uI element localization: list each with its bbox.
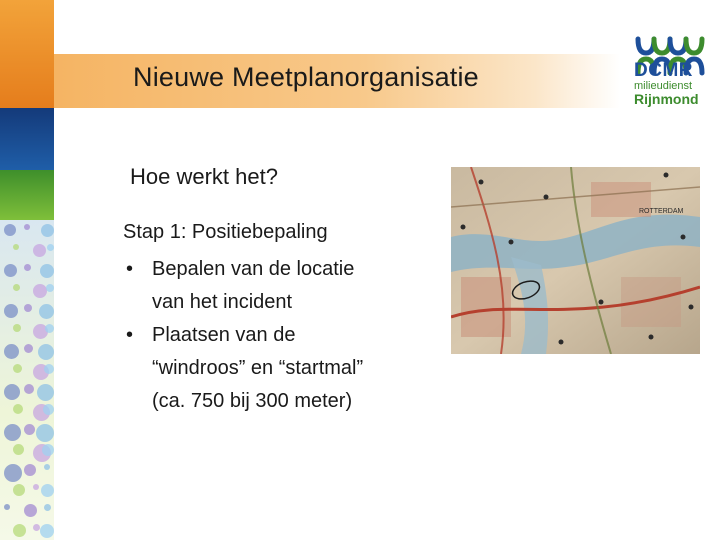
logo-dcmr-text: DCMR (634, 60, 693, 81)
pattern-dot (33, 284, 47, 298)
pattern-dot (38, 344, 54, 360)
pattern-dot (44, 504, 51, 511)
pattern-dot (13, 284, 20, 291)
bullet-item (123, 253, 452, 319)
pattern-dot (24, 264, 31, 271)
map-photo (451, 167, 700, 354)
pattern-dot (4, 344, 19, 359)
pattern-dot (47, 244, 54, 251)
pattern-dot (13, 524, 26, 537)
pattern-dot (24, 224, 30, 230)
pattern-dot (4, 464, 22, 482)
logo-milieudienst-text: milieudienst (634, 80, 693, 92)
pattern-dot (43, 404, 54, 415)
pattern-dot (13, 324, 21, 332)
pattern-dot (40, 524, 54, 538)
bullet-line: Bepalen van de locatie (152, 258, 355, 280)
bullet-line: “windroos” en “startmal” (152, 357, 364, 379)
pattern-dot (4, 384, 20, 400)
pattern-dot (44, 364, 54, 374)
strip-blue-block (0, 108, 54, 170)
bullet-glyph: • (126, 258, 134, 280)
pattern-dot (4, 264, 17, 277)
pattern-dot (36, 424, 54, 442)
slide-title: Nieuwe Meetplanorganisatie (133, 62, 479, 92)
pattern-dot (44, 464, 50, 470)
pattern-dot (42, 444, 54, 456)
pattern-dot (33, 524, 40, 531)
bullet-line: (ca. 750 bij 300 meter) (152, 390, 353, 412)
pattern-dot (24, 304, 32, 312)
pattern-dot (13, 244, 19, 250)
left-decorative-strip (0, 0, 54, 540)
pattern-dot (46, 284, 54, 292)
pattern-dot (4, 504, 10, 510)
pattern-dot (13, 444, 24, 455)
pattern-dot (24, 424, 35, 435)
pattern-dot (13, 364, 22, 373)
bullet-line: van het incident (152, 291, 293, 313)
pattern-dot (13, 484, 25, 496)
strip-orange-block (0, 0, 54, 108)
bullet-item (123, 319, 452, 418)
pattern-dot (24, 504, 37, 517)
pattern-dot (4, 224, 16, 236)
pattern-dot (41, 224, 54, 237)
pattern-dot (13, 404, 23, 414)
pattern-dot (41, 484, 54, 497)
strip-dot-pattern (0, 220, 54, 540)
map-city-label: ROTTERDAM (639, 208, 684, 215)
strip-green-block (0, 170, 54, 220)
bullet-list (123, 253, 452, 418)
pattern-dot (33, 244, 46, 257)
slide-subtitle: Hoe werkt het? (130, 164, 278, 189)
pattern-dot (24, 384, 34, 394)
pattern-dot (45, 324, 54, 333)
pattern-dot (37, 384, 54, 401)
bullet-line: Plaatsen van de (152, 324, 296, 346)
pattern-dot (33, 484, 39, 490)
pattern-dot (24, 344, 33, 353)
pattern-dot (4, 424, 21, 441)
bullet-glyph: • (126, 324, 134, 346)
pattern-dot (24, 464, 36, 476)
pattern-dot (4, 304, 18, 318)
step-heading: Stap 1: Positiebepaling (123, 221, 328, 243)
logo-rijnmond-text: Rijnmond (634, 91, 699, 107)
pattern-dot (39, 304, 54, 319)
pattern-dot (40, 264, 54, 278)
